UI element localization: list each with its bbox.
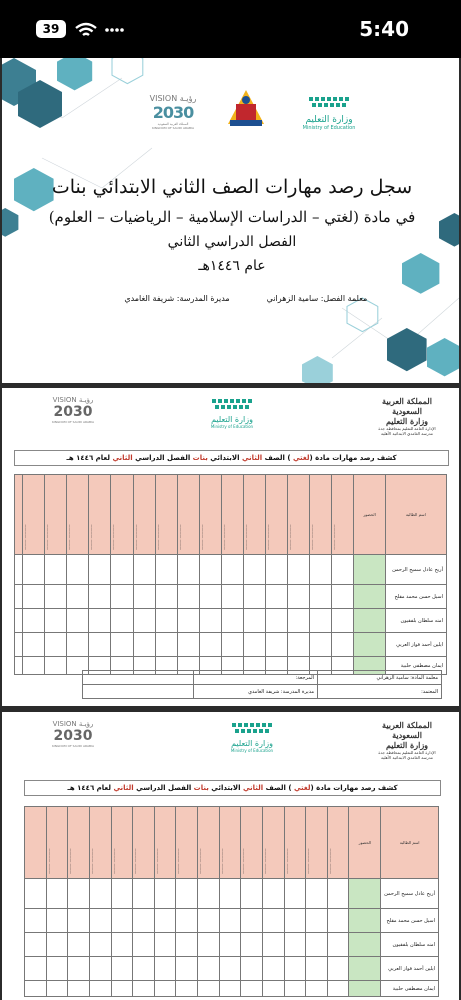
status-bar — [0, 0, 461, 58]
kingdom-header: المملكة العربية السعودية وزارة التعليم الإدارة العامة للتعليم بمحافظة جدة مدرسة الغامدي الابتدائية الأهلية — [378, 396, 436, 436]
ministry-of-education-logo: وزارة التعليم Ministry of Education — [197, 396, 267, 429]
student-name: ايمان مصطفى حلبية — [381, 981, 439, 997]
skills-table: ——— ———— ——— ———— ——— ———— ——— ———— ——— ———— ——— ———— ——— ———— ——— ———— ——— ———— ——— ———— ——— ———— ——— ———— ——— ———— ——— ———— ——— ———— الحضور اسم الطالبة أريج عادل سميح الرحمن اسيل حسن محمد مقلح امنه سلطان بلفقيون ايلين أحمد فواز العربي ايمان مصطفى حلبية — [14, 474, 447, 675]
cover-term: الفصل الدراسي الثاني — [167, 234, 297, 250]
signature-table — [82, 670, 442, 699]
table-row — [25, 909, 439, 933]
student-name: ايمان مصطفى حلبية — [385, 657, 446, 675]
table-row — [15, 609, 447, 633]
signal-icon — [104, 24, 124, 36]
skills-sheet-page-1 — [2, 388, 459, 706]
sheet-title: كشف رصد مهارات مادة (لغتي ) الصف الثاني الابتدائي بنات الفصل الدراسي الثاني لعام ١٤٤٦ هـ — [14, 450, 449, 466]
student-name: اسيل حسن محمد مقلح — [381, 909, 439, 933]
teacher-signature: معلمة المادة: سامية الزهراني — [318, 671, 442, 685]
signature-label: المعتمد: — [318, 685, 442, 699]
skills-table: ——— ———— ——— ———— ——— ———— ——— ———— ——— ———— ——— ———— ——— ———— ——— ———— ——— ———— ——— ———— ——— ———— ——— ———— ——— ———— ——— ———— الحضور اسم الطالبة أريج عادل سميح الرحمن اسيل حسن محمد مقلح امنه سلطان بلفقيون ايلين أحمد فواز العربي ايمان مصطفى حلبية — [24, 806, 439, 997]
table-row — [25, 957, 439, 981]
cover-title: سجل رصد مهارات الصف الثاني الابتدائي بنات — [51, 176, 413, 198]
vision-2030-logo: VISION رؤيـة 2030 KINGDOM OF SAUDI ARABIA — [51, 720, 95, 748]
name-header: اسم الطالبة — [385, 475, 446, 555]
ministry-of-education-logo: وزارة التعليم Ministry of Education — [217, 720, 287, 753]
table-row — [15, 633, 447, 657]
student-name: أريج عادل سميح الرحمن — [385, 555, 446, 585]
principal-signature: مديرة المدرسة: شريفة الغامدي — [194, 685, 318, 699]
cover-page — [2, 58, 459, 383]
student-name: ايلين أحمد فواز العربي — [385, 633, 446, 657]
student-name: امنه سلطان بلفقيون — [381, 933, 439, 957]
vision-2030-logo: VISION رؤيـة 2030 KINGDOM OF SAUDI ARABIA — [51, 396, 95, 424]
wifi-icon — [75, 22, 97, 38]
supervisor-label: المرجعة: — [194, 671, 318, 685]
table-row — [25, 933, 439, 957]
sheet-title: كشف رصد مهارات مادة (لغتي ) الصف الثاني الابتدائي بنات الفصل الدراسي الثاني لعام ١٤٤٦ هـ — [24, 780, 441, 796]
skills-sheet-page-2 — [2, 712, 459, 1000]
attendance-header: الحضور — [354, 475, 385, 555]
clock: 5:40 — [359, 17, 409, 41]
attendance-header: الحضور — [349, 807, 381, 879]
cover-principal: مديرة المدرسة: شريفة الغامدي — [124, 294, 230, 303]
student-name: ايلين أحمد فواز العربي — [381, 957, 439, 981]
battery-indicator: 39 — [36, 20, 66, 38]
student-name: اسيل حسن محمد مقلح — [385, 585, 446, 609]
cover-teacher: معلمة الفصل: سامية الزهراني — [266, 294, 368, 303]
student-name: أريج عادل سميح الرحمن — [381, 879, 439, 909]
school-logo — [220, 86, 272, 134]
table-row — [25, 879, 439, 909]
table-row — [15, 555, 447, 585]
vision-2030-logo: VISION رؤيـة 2030 المملكة العربية السعودية KINGDOM OF SAUDI ARABIA — [149, 94, 197, 130]
table-row — [15, 585, 447, 609]
kingdom-header: المملكة العربية السعودية وزارة التعليم الإدارة العامة للتعليم بمحافظة جدة مدرسة الغامدي الابتدائية الأهلية — [378, 720, 436, 760]
student-name: امنه سلطان بلفقيون — [385, 609, 446, 633]
cover-year: عام ١٤٤٦هـ — [198, 258, 266, 274]
name-header: اسم الطالبة — [381, 807, 439, 879]
cover-subjects: في مادة (لغتي – الدراسات الإسلامية – الرياضيات – العلوم) — [48, 208, 416, 226]
ministry-of-education-logo: وزارة التعليم Ministry of Education — [294, 96, 364, 131]
table-row — [25, 981, 439, 997]
